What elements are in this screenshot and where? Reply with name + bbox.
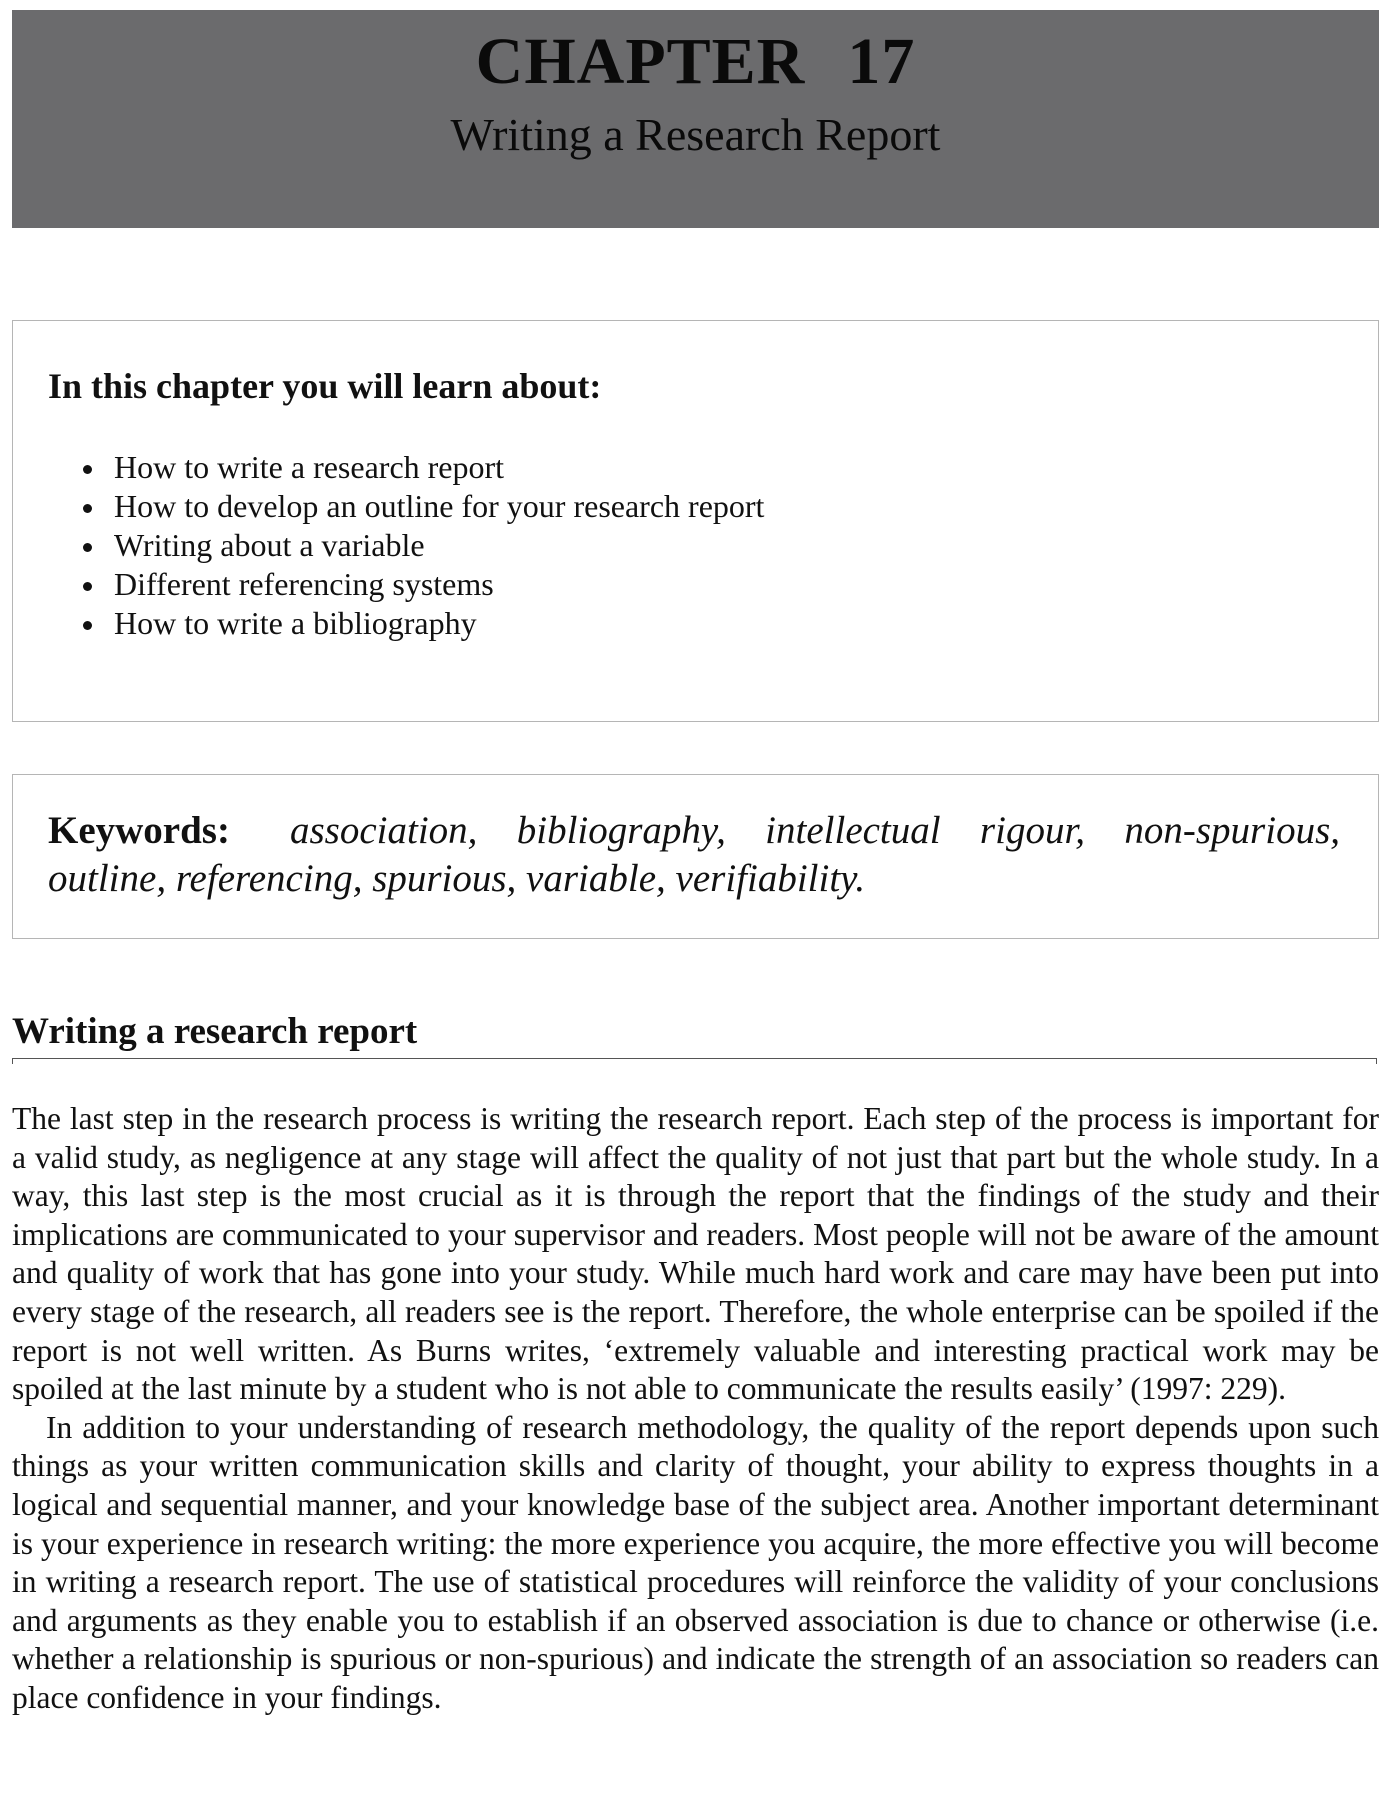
body-paragraph: The last step in the research process is writing the research report. Each step of the process is important for a valid study, as negligence at any stage will affect the quality of not just that part but the whole study. In a way, this last step is the most crucial as it is through the report that the findings of the study and their implications are communicated to your supervisor and readers. Most people will not be aware of the amount and quality of work that has gone into your study. While much hard work and care may have been put into every stage of the research, all readers see is the report. Therefore, the whole enterprise can be spoiled if the report is not well written. As Burns writes, ‘extremely valuable and interesting practical work may be spoiled at the last minute by a student who is not able to communicate the results easily’ (1997: 229). [12,1101,1379,1407]
list-item: How to write a bibliography [79,604,764,643]
section-body [12,1100,1379,1718]
keywords-list: association, bibliography, intellectual rigour, non-spurious, outline, referencing, spurious, variable, verifiability. [48,809,1340,900]
list-item: Different referencing systems [79,565,764,604]
keywords-text [48,807,1340,903]
page [12,10,1379,1715]
section-heading: Writing a research report [12,1011,418,1052]
chapter-label: CHAPTER [475,25,806,98]
learning-objectives-box [12,320,1379,722]
learning-objectives-list [79,448,764,643]
list-item: Writing about a variable [79,526,764,565]
list-item: How to write a research report [79,448,764,487]
chapter-title [12,10,1379,102]
list-item: How to develop an outline for your research report [79,487,764,526]
body-paragraph: In addition to your understanding of research methodology, the quality of the report depends upon such things as your written communication skills and clarity of thought, your ability to express thoughts in a logical and sequential manner, and your knowledge base of the subject area. Another important determinant is your experience in research writing: the more experience you acquire, the more effective you will become in writing a research report. The use of statistical procedures will reinforce the validity of your conclusions and arguments as they enable you to establish if an observed association is due to chance or otherwise (i.e. whether a relationship is spurious or non-spurious) and indicate the strength of an association so readers can place confidence in your findings. [12,1409,1379,1715]
learning-objectives-heading: In this chapter you will learn about: [48,366,602,406]
keywords-box [12,774,1379,939]
chapter-banner [12,10,1379,228]
chapter-subtitle: Writing a Research Report [450,109,941,160]
keywords-label: Keywords: [48,809,230,852]
section-divider [12,1058,1377,1064]
chapter-number: 17 [847,25,916,98]
